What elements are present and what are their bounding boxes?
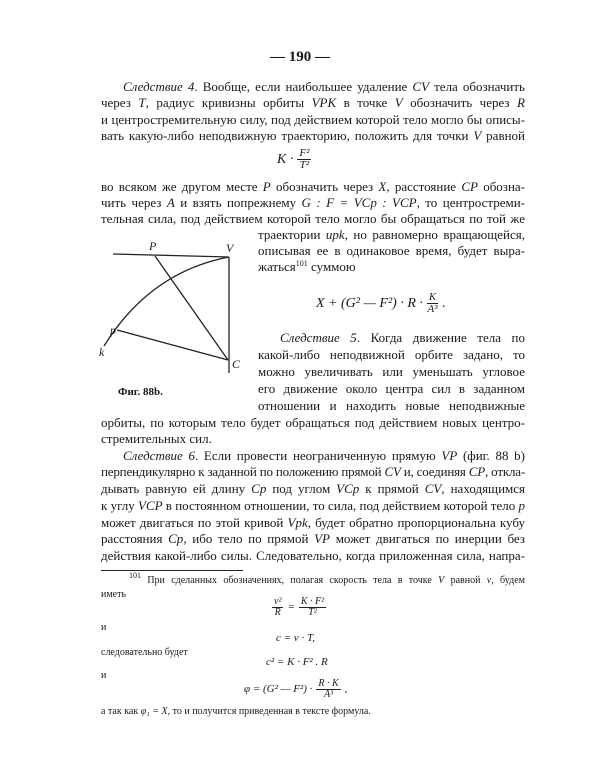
footnote-line bbox=[101, 705, 371, 718]
text-segment: (фиг. 88 b) bbox=[457, 448, 526, 463]
text-segment: , то центростреми- bbox=[416, 195, 525, 210]
formula-prefix: X + (G² — F²) · R · bbox=[316, 295, 423, 311]
text-segment: тела обозначить bbox=[429, 79, 525, 94]
denominator: R bbox=[274, 607, 281, 618]
italic-segment: CP bbox=[461, 179, 478, 194]
italic-segment: G : F = VCp : VCP bbox=[301, 195, 417, 210]
denominator: T² bbox=[308, 607, 317, 618]
text-segment: действия какой-либо силы. Следовательно, когда приложенная сила, напра- bbox=[101, 548, 525, 563]
text-segment: стремительных сил. bbox=[101, 431, 212, 446]
italic-segment: V bbox=[473, 128, 482, 143]
text-segment: равной bbox=[444, 575, 487, 586]
text-segment: обозначить через bbox=[270, 179, 379, 194]
text-segment: . Когда движение тела по bbox=[356, 330, 525, 345]
italic-segment: A bbox=[166, 195, 175, 210]
text-segment: , находящимся bbox=[441, 481, 525, 496]
footnote-line bbox=[129, 571, 525, 587]
text-segment: может двигаться по этой кривой bbox=[101, 515, 288, 530]
footnote-line bbox=[101, 588, 126, 601]
footnote-line bbox=[101, 646, 188, 659]
numerator: F² bbox=[299, 147, 310, 159]
footnote-line bbox=[101, 669, 106, 682]
label-k: k bbox=[99, 345, 105, 359]
text-segment: , расстояние bbox=[386, 179, 462, 194]
line-pc bbox=[155, 256, 228, 360]
label-V: V bbox=[226, 241, 234, 255]
text-segment: его движение около центра сил в заданном bbox=[258, 381, 525, 396]
denominator: T² bbox=[299, 159, 310, 171]
footnote-formula-4 bbox=[244, 679, 347, 700]
text-segment: к углу bbox=[101, 498, 138, 513]
italic-segment: φ₁ = X bbox=[140, 706, 168, 717]
text-segment: орбиты, по которым тело будет обращаться под действием новых центро- bbox=[101, 415, 525, 430]
fraction bbox=[299, 597, 326, 618]
italic-segment: VP bbox=[314, 531, 330, 546]
text-segment: может двигаться по инерции без bbox=[330, 531, 525, 546]
text-segment: перпендикулярно к заданной по положению прямой bbox=[101, 464, 385, 479]
text-segment: к прямой bbox=[359, 481, 425, 496]
numerator: R · K bbox=[318, 678, 339, 689]
text-segment: и, соединяя bbox=[400, 464, 469, 479]
label-P: P bbox=[149, 239, 157, 253]
text-segment: отношении и находить новые неподвижные bbox=[258, 398, 525, 413]
text-segment: во всяком же другом месте bbox=[101, 179, 263, 194]
formula-suffix: , bbox=[344, 683, 348, 695]
denominator: A³ bbox=[427, 303, 438, 315]
text-segment: тельная сила, под действием которой тело могло бы обращаться по той же bbox=[101, 211, 525, 226]
formula-prefix: φ = (G² — F²) · bbox=[244, 683, 313, 695]
text-segment: , откла- bbox=[485, 464, 525, 479]
italic-segment: p bbox=[518, 498, 525, 513]
text-segment: , но равномерно вращающейся, bbox=[344, 227, 526, 242]
italic-segment: R bbox=[517, 95, 525, 110]
line-pc-small bbox=[117, 330, 228, 360]
text-segment: можно увеличивать или уменьшать угловое bbox=[258, 364, 525, 379]
text-segment: под углом bbox=[266, 481, 337, 496]
text-segment: и bbox=[101, 670, 107, 681]
text-segment: равной bbox=[481, 128, 525, 143]
italic-segment: T bbox=[138, 95, 146, 110]
fraction bbox=[316, 679, 340, 700]
text-segment: , ибо тело по прямой bbox=[183, 531, 315, 546]
text-segment: суммою bbox=[307, 259, 356, 274]
text-segment: описывая ее в одинаковое время, будет выра- bbox=[258, 243, 525, 258]
italic-segment: X bbox=[378, 179, 387, 194]
footnote-formula-3: c² = K · F² . R bbox=[266, 656, 328, 668]
text-segment: , радиус кривизны орбиты bbox=[145, 95, 312, 110]
orbit-arc bbox=[104, 257, 229, 346]
text-segment: обозначить через bbox=[402, 95, 518, 110]
label-C: C bbox=[232, 357, 241, 371]
denominator: A³ bbox=[323, 689, 334, 700]
text-segment: и взять попрежнему bbox=[174, 195, 302, 210]
text-segment: , будет обратно пропорциональна кубу bbox=[307, 515, 525, 530]
figure-caption: Фиг. 88b. bbox=[118, 386, 163, 398]
text-segment: При сделанных обозначениях, полагая скорость тела в точке bbox=[141, 575, 439, 586]
label-p: p bbox=[110, 323, 116, 337]
numerator: K bbox=[428, 291, 437, 303]
text-segment: , будем bbox=[491, 575, 525, 586]
italic-segment: Следствие 6 bbox=[123, 448, 195, 463]
italic-segment: CP bbox=[468, 464, 486, 479]
italic-segment: CV bbox=[384, 464, 401, 479]
fraction bbox=[272, 597, 283, 618]
footnote-formula-2: c = v · T, bbox=[276, 632, 315, 644]
footnote-divider bbox=[101, 570, 243, 571]
text-segment: в точке bbox=[336, 95, 395, 110]
text-segment: через bbox=[101, 95, 139, 110]
text-segment: иметь bbox=[101, 589, 127, 600]
text-segment: . Вообще, если наибольшее удаление bbox=[194, 79, 413, 94]
footnote-formula-1 bbox=[272, 597, 326, 618]
italic-segment: VPK bbox=[311, 95, 337, 110]
italic-segment: Vpk bbox=[287, 515, 308, 530]
footnote-ref: 101 bbox=[295, 259, 308, 268]
italic-segment: VCP bbox=[137, 498, 163, 513]
text-segment: , то и получится приведенная в тексте формула. bbox=[167, 706, 371, 717]
text-segment: дывать равную ей длину bbox=[101, 481, 252, 496]
tangent-line-vp bbox=[113, 254, 229, 257]
italic-segment: Следствие 5 bbox=[280, 330, 357, 345]
italic-segment: upk bbox=[325, 227, 345, 242]
page-number: — 190 — bbox=[270, 49, 330, 65]
numerator: K · F² bbox=[300, 596, 325, 607]
text-segment: и bbox=[101, 622, 107, 633]
equals-sign: = bbox=[287, 601, 295, 613]
text-segment: расстояния bbox=[101, 531, 169, 546]
italic-segment: VCp bbox=[336, 481, 360, 496]
text-segment: следовательно будет bbox=[101, 647, 188, 658]
italic-segment: Следствие 4 bbox=[123, 79, 195, 94]
italic-segment: CV bbox=[412, 79, 430, 94]
italic-segment: v bbox=[486, 575, 492, 586]
text-segment: чить через bbox=[101, 195, 167, 210]
formula-prefix: K · bbox=[277, 151, 294, 167]
italic-segment: CV bbox=[424, 481, 442, 496]
footnote-line bbox=[101, 621, 106, 634]
formula-suffix: . bbox=[442, 295, 446, 311]
text-segment: какой-либо неподвижной орбите задано, то bbox=[258, 347, 525, 362]
italic-segment: P bbox=[262, 179, 271, 194]
text-segment: . Если провести неограниченную прямую bbox=[194, 448, 442, 463]
italic-segment: V bbox=[438, 575, 445, 586]
text-segment: траектории bbox=[258, 227, 326, 242]
numerator: v² bbox=[274, 596, 282, 607]
italic-segment: V bbox=[394, 95, 403, 110]
italic-segment: Cp bbox=[168, 531, 184, 546]
italic-segment: Cp bbox=[251, 481, 267, 496]
footnote-ref: 101 bbox=[129, 571, 141, 580]
italic-segment: VP bbox=[441, 448, 458, 463]
text-segment: жаться bbox=[258, 259, 296, 274]
text-segment: в постоянном отношении, то сила, под действием которой тело bbox=[162, 498, 519, 513]
text-segment: а так как bbox=[101, 706, 141, 717]
text-segment: обозна- bbox=[477, 179, 526, 194]
text-segment: вать какую-либо неподвижную траекторию, положить для точки bbox=[101, 128, 474, 143]
text-segment: и центростремительную силу, под действием которой тело могло бы описы- bbox=[101, 112, 525, 127]
